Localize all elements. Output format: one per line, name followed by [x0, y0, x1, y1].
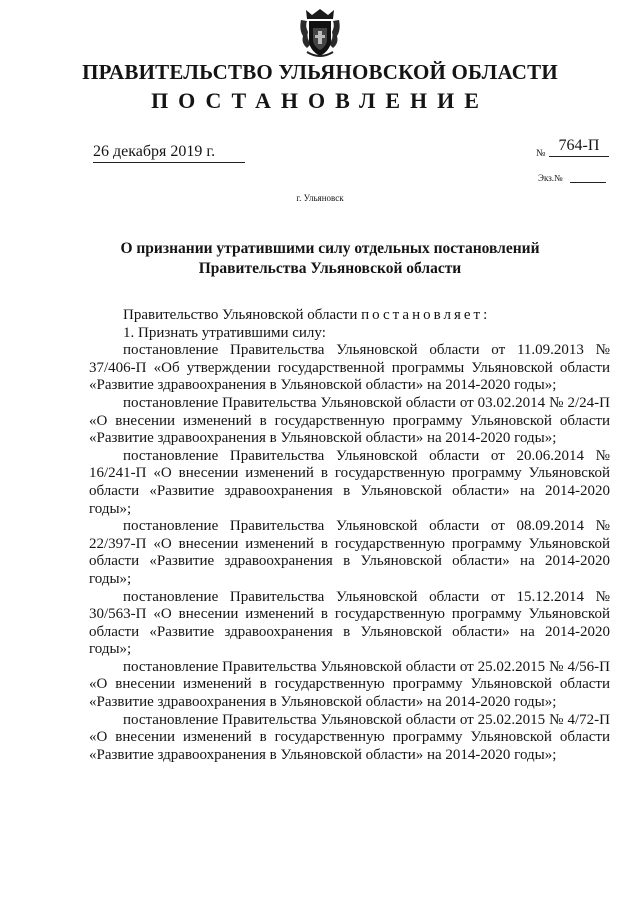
- coat-of-arms-emblem: [298, 6, 342, 62]
- list-item: постановление Правительства Ульяновской области от 03.02.2014 № 2/24-П «О внесении изменений в государственную программу Ульяновской области «Развитие здравоохранения в Ульяновской области» на 2014-2020 годы»;: [89, 394, 610, 447]
- list-item: постановление Правительства Ульяновской области от 15.12.2014 № 30/563-П «О внесении изменений в государственную программу Ульяновской области «Развитие здравоохранения в Ульяновской области» на 2014-2020 годы»;: [89, 588, 610, 658]
- list-item: постановление Правительства Ульяновской области от 25.02.2015 № 4/72-П «О внесении изменений в государственную программу Ульяновской области «Развитие здравоохранения в Ульяновской области» на 2014-2020 годы»;: [89, 711, 610, 763]
- number-label: №: [536, 148, 546, 159]
- document-city: г. Ульяновск: [296, 193, 344, 203]
- government-title: ПРАВИТЕЛЬСТВО УЛЬЯНОВСКОЙ ОБЛАСТИ: [82, 60, 558, 84]
- heading-line-2: Правительства Ульяновской области: [198, 260, 462, 277]
- intro-decree-verb: постановляет:: [361, 307, 491, 323]
- heading-line-1: О признании утратившими силу отдельных постановлений: [120, 240, 540, 257]
- copy-number-label: Экз.№: [538, 173, 563, 183]
- copy-number-underline: [570, 182, 606, 183]
- intro-lead: Правительство Ульяновской области: [123, 307, 358, 323]
- list-item: постановление Правительства Ульяновской области от 08.09.2014 № 22/397-П «О внесении изменений в государственную программу Ульяновской области «Развитие здравоохранения в Ульяновской области» на 2014-2020 годы»;: [89, 518, 610, 587]
- document-type: ПОСТАНОВЛЕНИЕ: [151, 88, 489, 113]
- intro-paragraph: [89, 307, 610, 325]
- document-body: [89, 307, 610, 764]
- document-number: 764-П: [558, 137, 600, 154]
- list-item: постановление Правительства Ульяновской области от 20.06.2014 № 16/241-П «О внесении изменений в государственную программу Ульяновской области «Развитие здравоохранения в Ульяновской области» на 2014-2020 годы»;: [89, 447, 610, 517]
- document-date: 26 декабря 2019 г.: [93, 143, 216, 160]
- document-heading: [60, 239, 600, 279]
- number-underline: [549, 156, 609, 157]
- date-underline: [93, 162, 245, 163]
- list-item: постановление Правительства Ульяновской области от 11.09.2013 № 37/406-П «Об утверждении государственной программы Ульяновской области «Развитие здравоохранения в Ульяновской области» на 2014-2020 годы»;: [89, 342, 610, 394]
- list-item: постановление Правительства Ульяновской области от 25.02.2015 № 4/56-П «О внесении изменений в государственную программу Ульяновской области «Развитие здравоохранения в Ульяновской области» на 2014-2020 годы»;: [89, 658, 610, 711]
- item-1: 1. Признать утратившими силу:: [123, 324, 326, 341]
